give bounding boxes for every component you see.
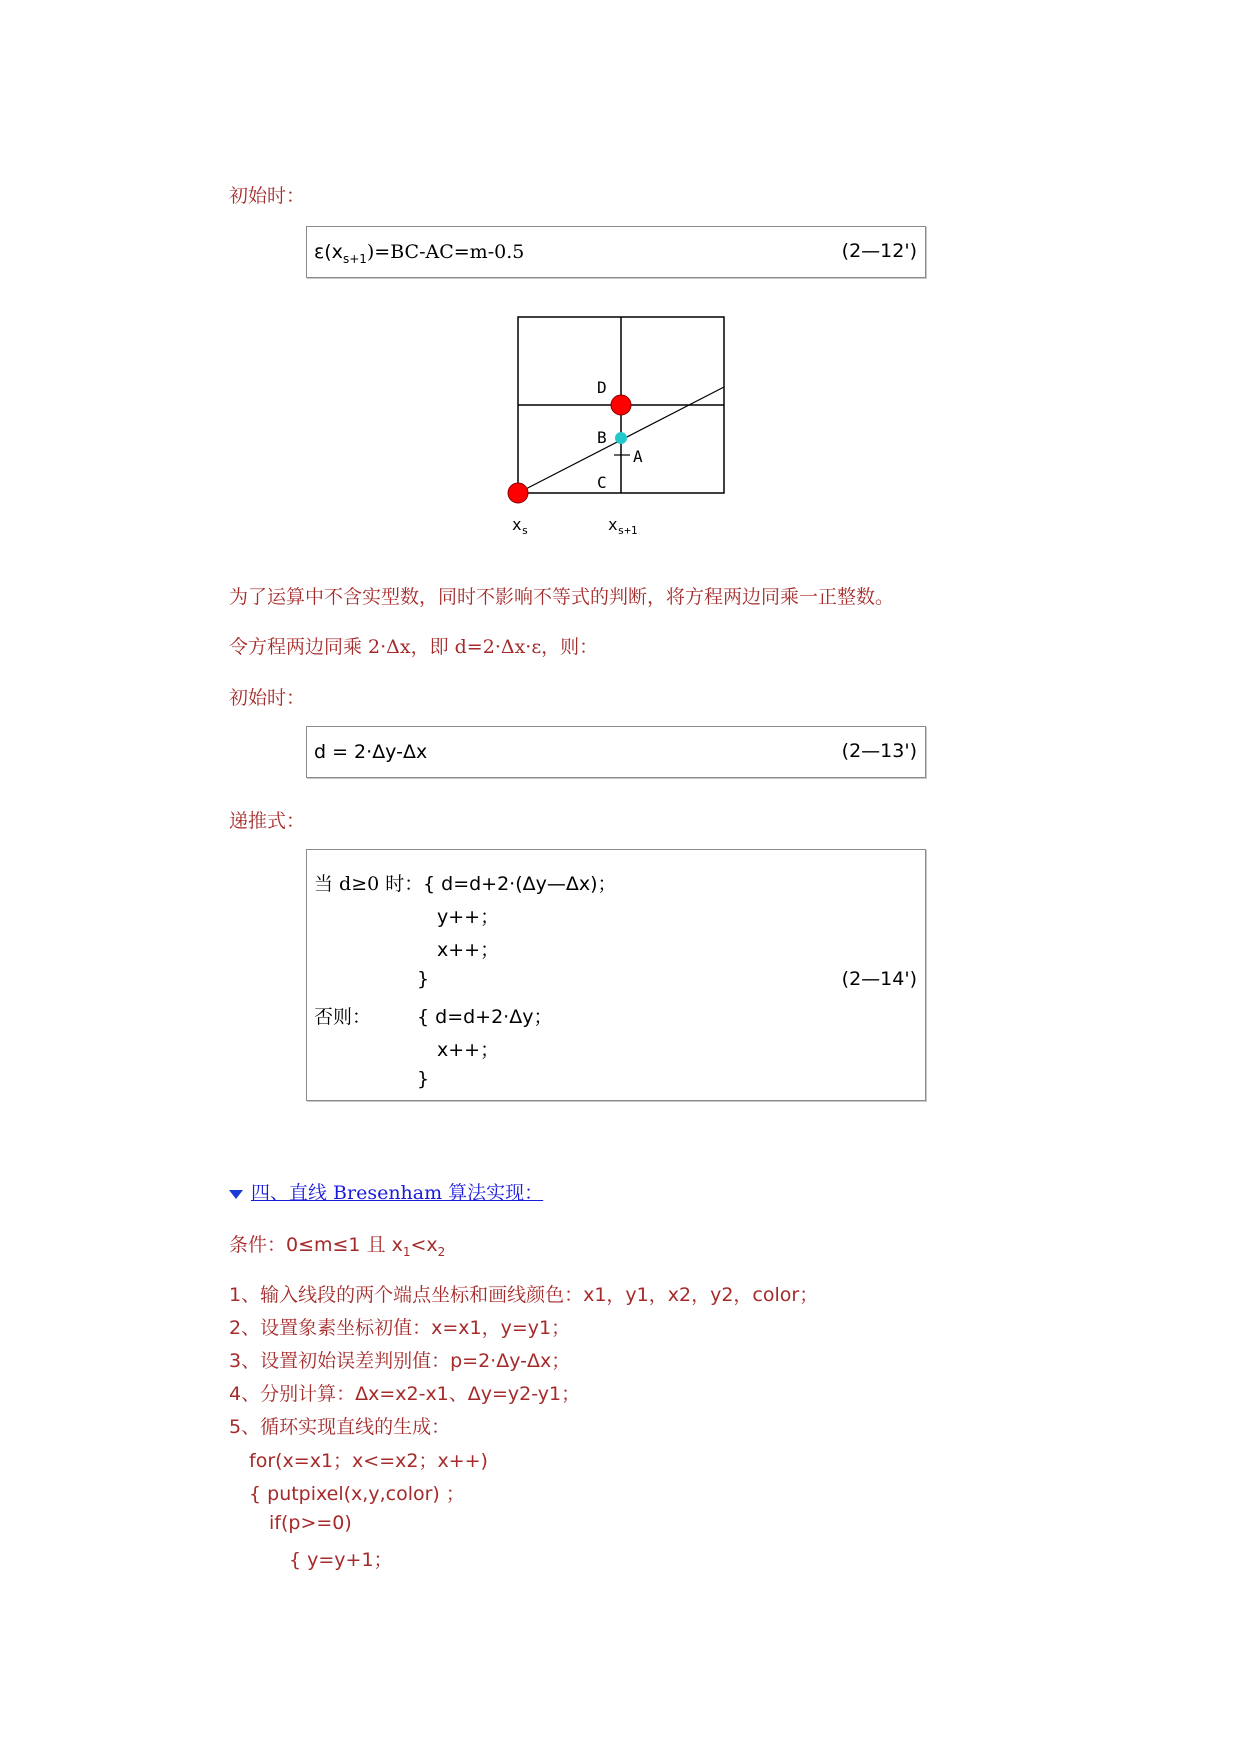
recursion-label: 递推式： bbox=[229, 810, 306, 832]
label-C: C bbox=[597, 473, 607, 492]
case-ge0-line2: y++； bbox=[437, 906, 500, 928]
section-heading-link[interactable]: 四、直线 Bresenham 算法实现： bbox=[251, 1182, 544, 1204]
paragraph-multiply: 令方程两边同乘 2·Δx，即 d=2·Δx·ε，则： bbox=[229, 636, 599, 658]
case-ge0-close: } bbox=[417, 968, 430, 990]
case-label-else: 否则： bbox=[314, 1006, 372, 1028]
step-4: 4、分别计算：Δx=x2-x1、Δy=y2-y1； bbox=[229, 1383, 581, 1405]
label-xs1: $x_{s+1}$ bbox=[608, 515, 638, 537]
equation-2-13: d = 2·Δy-Δx bbox=[314, 741, 428, 763]
label-A: A bbox=[633, 447, 643, 466]
equation-number: (2—12') bbox=[841, 240, 917, 262]
case-else-line2: x++； bbox=[437, 1039, 500, 1061]
collapse-triangle-icon[interactable] bbox=[229, 1190, 243, 1199]
bresenham-grid-figure bbox=[500, 310, 740, 550]
code-line-if: if(p>=0) bbox=[269, 1512, 352, 1534]
intro-label: 初始时： bbox=[229, 185, 306, 207]
case-label-ge0: 当 d≥0 时： bbox=[314, 873, 424, 895]
equation-2-12: $\varepsilon(x_{s+1})=BC-AC=m-0.5$ bbox=[314, 241, 525, 266]
label-xs: $x_s$ bbox=[512, 515, 529, 537]
equation-box-2-14 bbox=[306, 849, 926, 1101]
intro-label-2: 初始时： bbox=[229, 687, 306, 709]
label-B: B bbox=[597, 428, 607, 447]
case-ge0-line3: x++； bbox=[437, 939, 500, 961]
equation-number: (2—14') bbox=[841, 968, 917, 990]
equation-number: (2—13') bbox=[841, 740, 917, 762]
section-heading-4[interactable] bbox=[229, 1178, 543, 1205]
point-D bbox=[611, 395, 631, 415]
code-line-putpixel: { putpixel(x,y,color) ； bbox=[249, 1483, 465, 1505]
code-line-for: for(x=x1；x<=x2；x++) bbox=[249, 1450, 488, 1472]
equation-box-2-13 bbox=[306, 726, 926, 778]
step-3: 3、设置初始误差判别值：p=2·Δy-Δx； bbox=[229, 1350, 571, 1372]
point-xs bbox=[508, 483, 528, 503]
code-line-y-increment: { y=y+1； bbox=[289, 1549, 393, 1571]
step-5: 5、循环实现直线的生成： bbox=[229, 1416, 451, 1438]
case-else-close: } bbox=[417, 1068, 430, 1090]
label-D: D bbox=[597, 378, 607, 397]
point-B bbox=[615, 432, 627, 444]
step-2: 2、设置象素坐标初值：x=x1，y=y1； bbox=[229, 1317, 571, 1339]
paragraph-integer-scaling: 为了运算中不含实型数，同时不影响不等式的判断，将方程两边同乘一正整数。 bbox=[229, 586, 895, 608]
equation-box-2-12 bbox=[306, 226, 926, 278]
condition-line: 条件：0≤m≤1 且 $x_1<x_2$ bbox=[229, 1234, 446, 1259]
case-else-line1: { d=d+2·Δy； bbox=[417, 1006, 553, 1028]
case-ge0-line1: { d=d+2·(Δy—Δx)； bbox=[423, 873, 617, 895]
step-1: 1、输入线段的两个端点坐标和画线颜色：x1，y1，x2，y2，color； bbox=[229, 1284, 819, 1306]
